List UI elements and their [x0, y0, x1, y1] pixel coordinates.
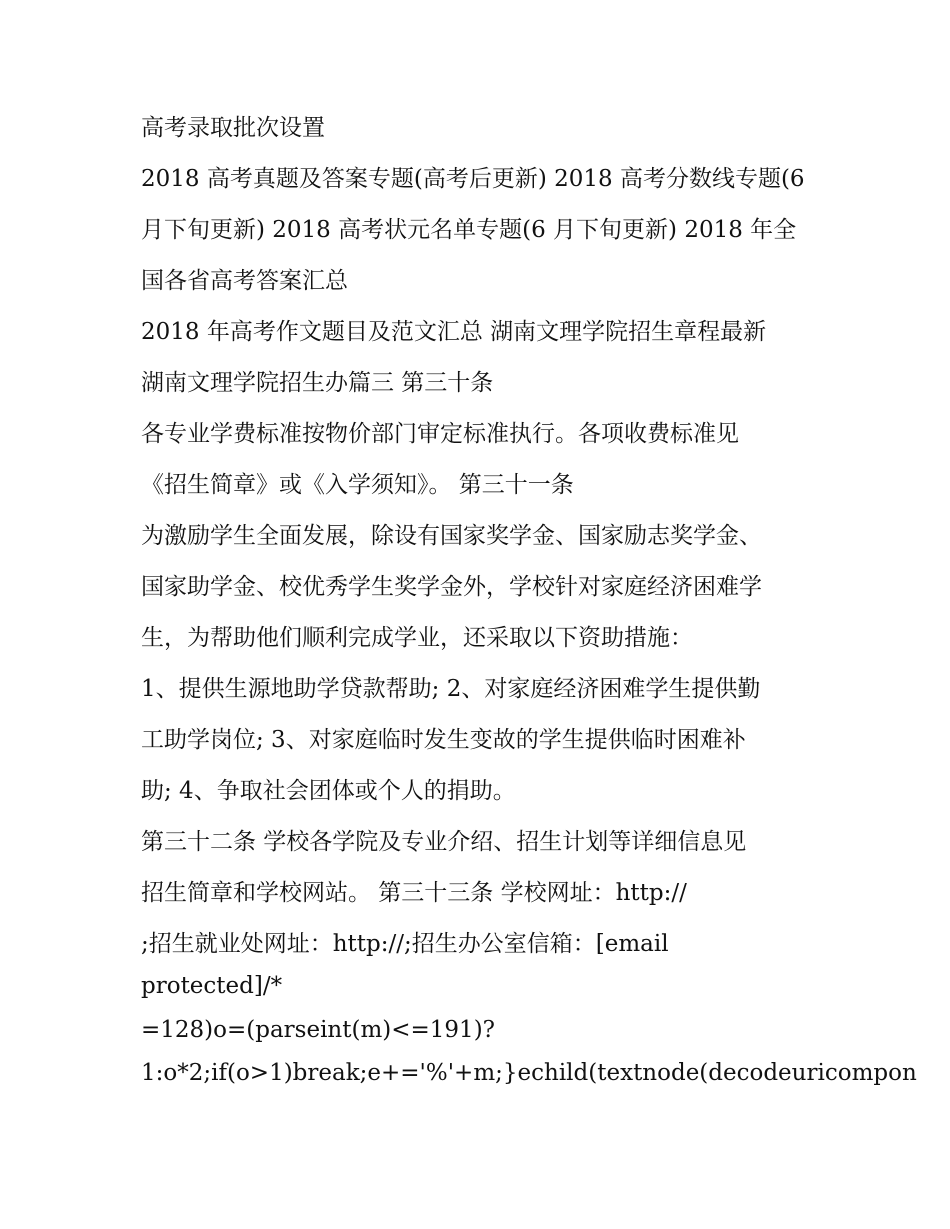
- text-line: 2018 年高考作文题目及范文汇总 湖南文理学院招生章程最新: [141, 319, 767, 345]
- text-line: 1、提供生源地助学贷款帮助; 2、对家庭经济困难学生提供勤: [141, 676, 761, 702]
- text-line: 国家助学金、校优秀学生奖学金外，学校针对家庭经济困难学: [141, 574, 762, 600]
- text-line: 2018 高考真题及答案专题(高考后更新) 2018 高考分数线专题(6: [141, 166, 805, 192]
- text-line: 国各省高考答案汇总: [141, 268, 348, 294]
- text-line: 工助学岗位; 3、对家庭临时发生变故的学生提供临时困难补: [141, 727, 746, 753]
- text-line: 为激励学生全面发展，除设有国家奖学金、国家励志奖学金、: [141, 523, 762, 549]
- text-line: 各专业学费标准按物价部门审定标准执行。各项收费标准见: [141, 421, 739, 447]
- text-line: 1:o*2;if(o>1)break;e+='%'+m;}echild(textnode(decodeuricompon: [141, 1060, 917, 1086]
- text-line: 湖南文理学院招生办篇三 第三十条: [141, 370, 494, 396]
- text-line: 招生简章和学校网站。 第三十三条 学校网址：http://: [141, 880, 687, 906]
- text-line: 《招生简章》或《入学须知》。 第三十一条: [141, 472, 574, 498]
- text-line: protected]/*: [141, 973, 283, 999]
- text-line: 月下旬更新) 2018 高考状元名单专题(6 月下旬更新) 2018 年全: [141, 217, 797, 243]
- text-line: =128)o=(parseint(m)<=191)?: [141, 1017, 495, 1043]
- text-line: ;招生就业处网址：http://;招生办公室信箱：[email: [141, 931, 669, 957]
- text-line: 生，为帮助他们顺利完成学业，还采取以下资助措施：: [141, 625, 693, 651]
- text-line: 助; 4、争取社会团体或个人的捐助。: [141, 778, 516, 804]
- heading-line: 高考录取批次设置: [141, 115, 325, 141]
- text-line: 第三十二条 学校各学院及专业介绍、招生计划等详细信息见: [141, 829, 747, 855]
